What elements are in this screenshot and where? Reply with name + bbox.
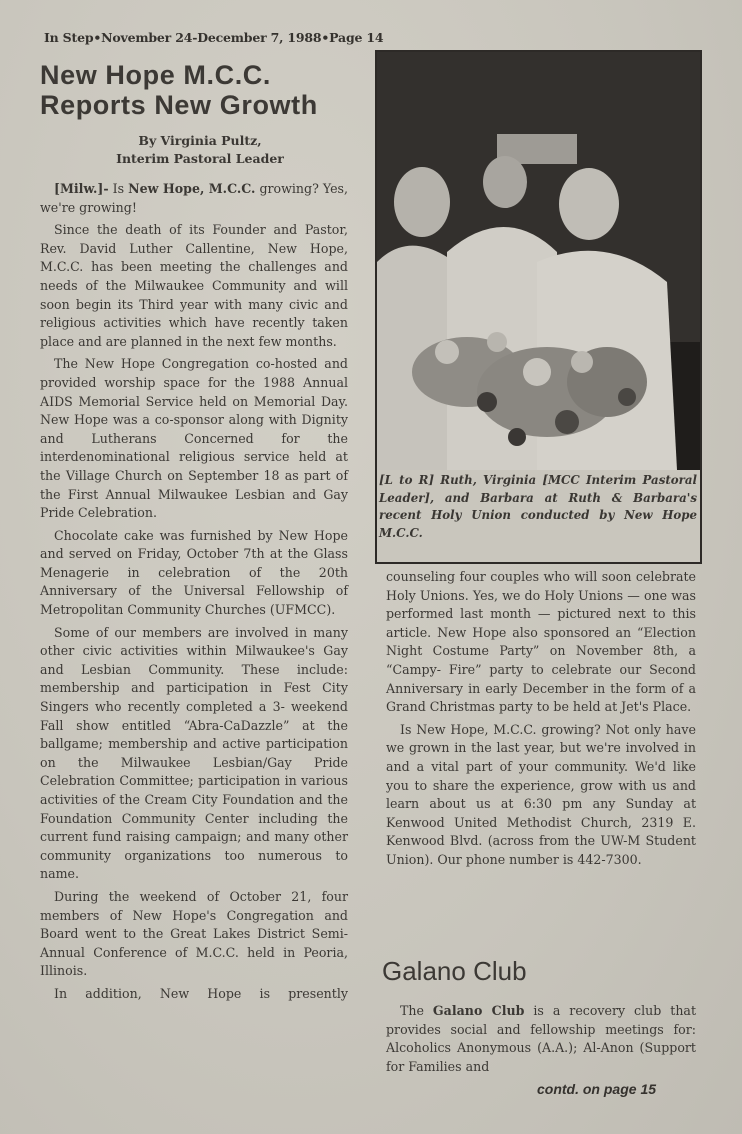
article-headline bbox=[40, 60, 360, 120]
holy-union-photo bbox=[377, 52, 700, 470]
person-right-head bbox=[559, 168, 619, 240]
galano-subhead: Galano Club bbox=[382, 956, 527, 986]
headline-line-2: Reports New Growth bbox=[40, 90, 318, 120]
person-center-head bbox=[483, 156, 527, 208]
article-paragraph: Chocolate cake was furnished by New Hope and served on Friday, October 7th at the Glass Menagerie in celebration of the 20th Anniversary of the Universal Fellowship of Metropolitan Community Churches (UFMCC). bbox=[40, 527, 348, 618]
article-paragraph: The New Hope Congregation co-hosted and provided worship space for the 1988 Annual AIDS Memorial Service held on Memorial Day. New Hope was a co-sponsor along with Dignity and Lutherans Concerned for the interdenominational religious service held at the Village Church on September 18 as part of the First Annual Milwaukee Lesbian and Gay Pride Celebration. bbox=[40, 356, 348, 521]
article-column-left bbox=[40, 180, 348, 1008]
byline-author: By Virginia Pultz, bbox=[138, 133, 262, 148]
article-paragraph: Some of our members are involved in many other civic activities within Milwaukee's Gay and Lesbian Community. These include: membership and participation in Fest City Singers who recently completed a 3- weekend Fall show entitled “Abra-CaDazzle” at the ballgame; membership and active participation on the Milwaukee Lesbian/Gay Pride Celebration Committee; participation in various activities of the Cream City Foundation and the Foundation Community Center including the current fund raising campaign; and many other community organizations too numerous to name. bbox=[40, 624, 348, 882]
article-paragraph: During the weekend of October 21, four members of New Hope's Congregation and Board went to the Great Lakes District Semi-Annual Conference of M.C.C. held in Peoria, Illinois. bbox=[40, 888, 348, 979]
article-column-right bbox=[386, 568, 696, 874]
photo-caption: [L to R] Ruth, Virginia [MCC Interim Pastoral Leader], and Barbara at Ruth & Barbara's recent Holy Union conducted by New Hope M.C.C. bbox=[379, 473, 697, 540]
article-paragraph: Is New Hope, M.C.C. growing? Not only have we grown in the last year, but we're involved in and a vital part of your community. We'd like you to share the experience, grow with us and learn about us at 6:30 pm any Sunday at Kenwood United Methodist Church, 2319 E. Kenwood Blvd. (across from the UW-M Student Union). Our phone number is 442-7300. bbox=[386, 721, 696, 867]
continued-link[interactable]: contd. on page 15 bbox=[537, 1081, 657, 1097]
person-left-head bbox=[394, 167, 450, 237]
page-folio: In Step•November 24-December 7, 1988•Page 14 bbox=[44, 30, 384, 45]
byline-title: Interim Pastoral Leader bbox=[116, 151, 284, 166]
galano-column bbox=[386, 1002, 696, 1080]
galano-bold: Galano Club bbox=[432, 1003, 525, 1018]
galano-paragraph: The Galano Club is a recovery club that provides social and fellowship meetings for: Alcoholics Anonymous (A.A.); Al-Anon (Support for Families and bbox=[386, 1003, 697, 1074]
article-paragraph: Since the death of its Founder and Pastor, Rev. David Luther Callentine, New Hope, M.C.C. has been meeting the challenges and needs of the Milwaukee Community and will soon begin its Third year with many civic and religious activities which have recently taken place and are planned in the next few months. bbox=[40, 222, 348, 349]
photo-box bbox=[375, 50, 702, 564]
dateline: [Milw.]- bbox=[54, 181, 109, 196]
photo-illustration bbox=[377, 52, 700, 470]
byline bbox=[40, 132, 360, 168]
lead-paragraph: [Milw.]- Is New Hope, M.C.C. growing? Yes, we're growing! bbox=[40, 181, 348, 215]
article-paragraph: In addition, New Hope is presently bbox=[54, 985, 348, 1001]
headline-line-1: New Hope M.C.C. bbox=[40, 60, 272, 90]
lead-bold: New Hope, M.C.C. bbox=[128, 181, 256, 196]
article-paragraph: counseling four couples who will soon celebrate Holy Unions. Yes, we do Holy Unions — one was performed last month — pictured next to this article. New Hope also sponsored an “Election Night Costume Party” on November 8th, a “Campy- Fire” party to celebrate our Second Anniversary in early December in the form of a Grand Christmas party to be held at Jet's Place. bbox=[386, 569, 696, 715]
